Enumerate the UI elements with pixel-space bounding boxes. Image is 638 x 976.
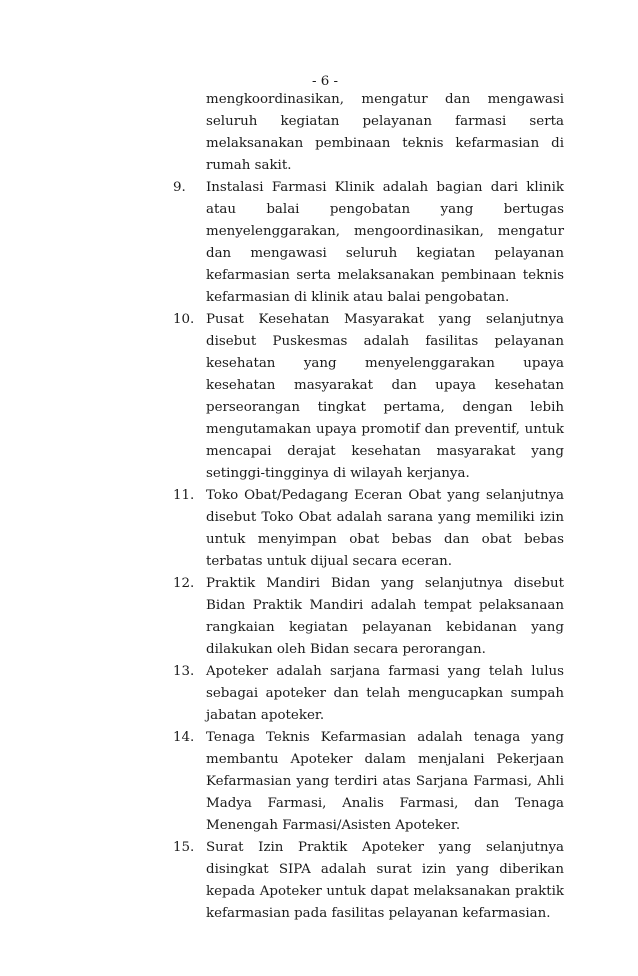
item-text: Instalasi Farmasi Klinik adalah bagian dari klinik atau balai pengobatan yang bertugas menyelenggarakan, mengoordinasikan, mengatur dan mengawasi seluruh kegiatan pelayanan kefarmasian serta melaksanakan pembinaan teknis kefarmasian di klinik atau balai pengobatan. xyxy=(206,180,564,305)
item-text: Toko Obat/Pedagang Eceran Obat yang selanjutnya disebut Toko Obat adalah sarana yang memiliki izin untuk menyimpan obat bebas dan obat bebas terbatas untuk dijual secara eceran. xyxy=(206,488,564,569)
definition-item-9 xyxy=(173,177,564,309)
definition-item-15 xyxy=(173,837,564,925)
item-text: Apoteker adalah sarjana farmasi yang telah lulus sebagai apoteker dan telah mengucapkan sumpah jabatan apoteker. xyxy=(206,664,564,723)
definition-item-14 xyxy=(173,727,564,837)
item-number: 11. xyxy=(173,488,195,503)
item-text: Surat Izin Praktik Apoteker yang selanjutnya disingkat SIPA adalah surat izin yang diberikan kepada Apoteker untuk dapat melaksanakan praktik kefarmasian pada fasilitas pelayanan kefarmasian. xyxy=(206,840,564,921)
document-body xyxy=(173,89,564,925)
continuation-paragraph: mengkoordinasikan, mengatur dan mengawasi seluruh kegiatan pelayanan farmasi serta melaksanakan pembinaan teknis kefarmasian di rumah sakit. xyxy=(206,92,564,173)
item-number: 14. xyxy=(173,730,195,745)
item-text: Tenaga Teknis Kefarmasian adalah tenaga yang membantu Apoteker dalam menjalani Pekerjaan Kefarmasian yang terdiri atas Sarjana Farmasi, Ahli Madya Farmasi, Analis Farmasi, dan Tenaga Menengah Farmasi/Asisten Apoteker. xyxy=(206,730,564,833)
definition-item-11 xyxy=(173,485,564,573)
item-number: 10. xyxy=(173,312,195,327)
item-number: 12. xyxy=(173,576,195,591)
item-text: Praktik Mandiri Bidan yang selanjutnya disebut Bidan Praktik Mandiri adalah tempat pelaksanaan rangkaian kegiatan pelayanan kebidanan yang dilakukan oleh Bidan secara perorangan. xyxy=(206,576,564,657)
definition-item-10 xyxy=(173,309,564,485)
item-number: 15. xyxy=(173,840,195,855)
page-number: - 6 - xyxy=(311,74,339,89)
definition-item-12 xyxy=(173,573,564,661)
item-number: 9. xyxy=(173,180,186,195)
definition-item-13 xyxy=(173,661,564,727)
item-number: 13. xyxy=(173,664,195,679)
item-text: Pusat Kesehatan Masyarakat yang selanjutnya disebut Puskesmas adalah fasilitas pelayanan kesehatan yang menyelenggarakan upaya kesehatan masyarakat dan upaya kesehatan perseorangan tingkat pertama, dengan lebih mengutamakan upaya promotif dan preventif, untuk mencapai derajat kesehatan masyarakat yang setinggi-tingginya di wilayah kerjanya. xyxy=(206,312,564,481)
